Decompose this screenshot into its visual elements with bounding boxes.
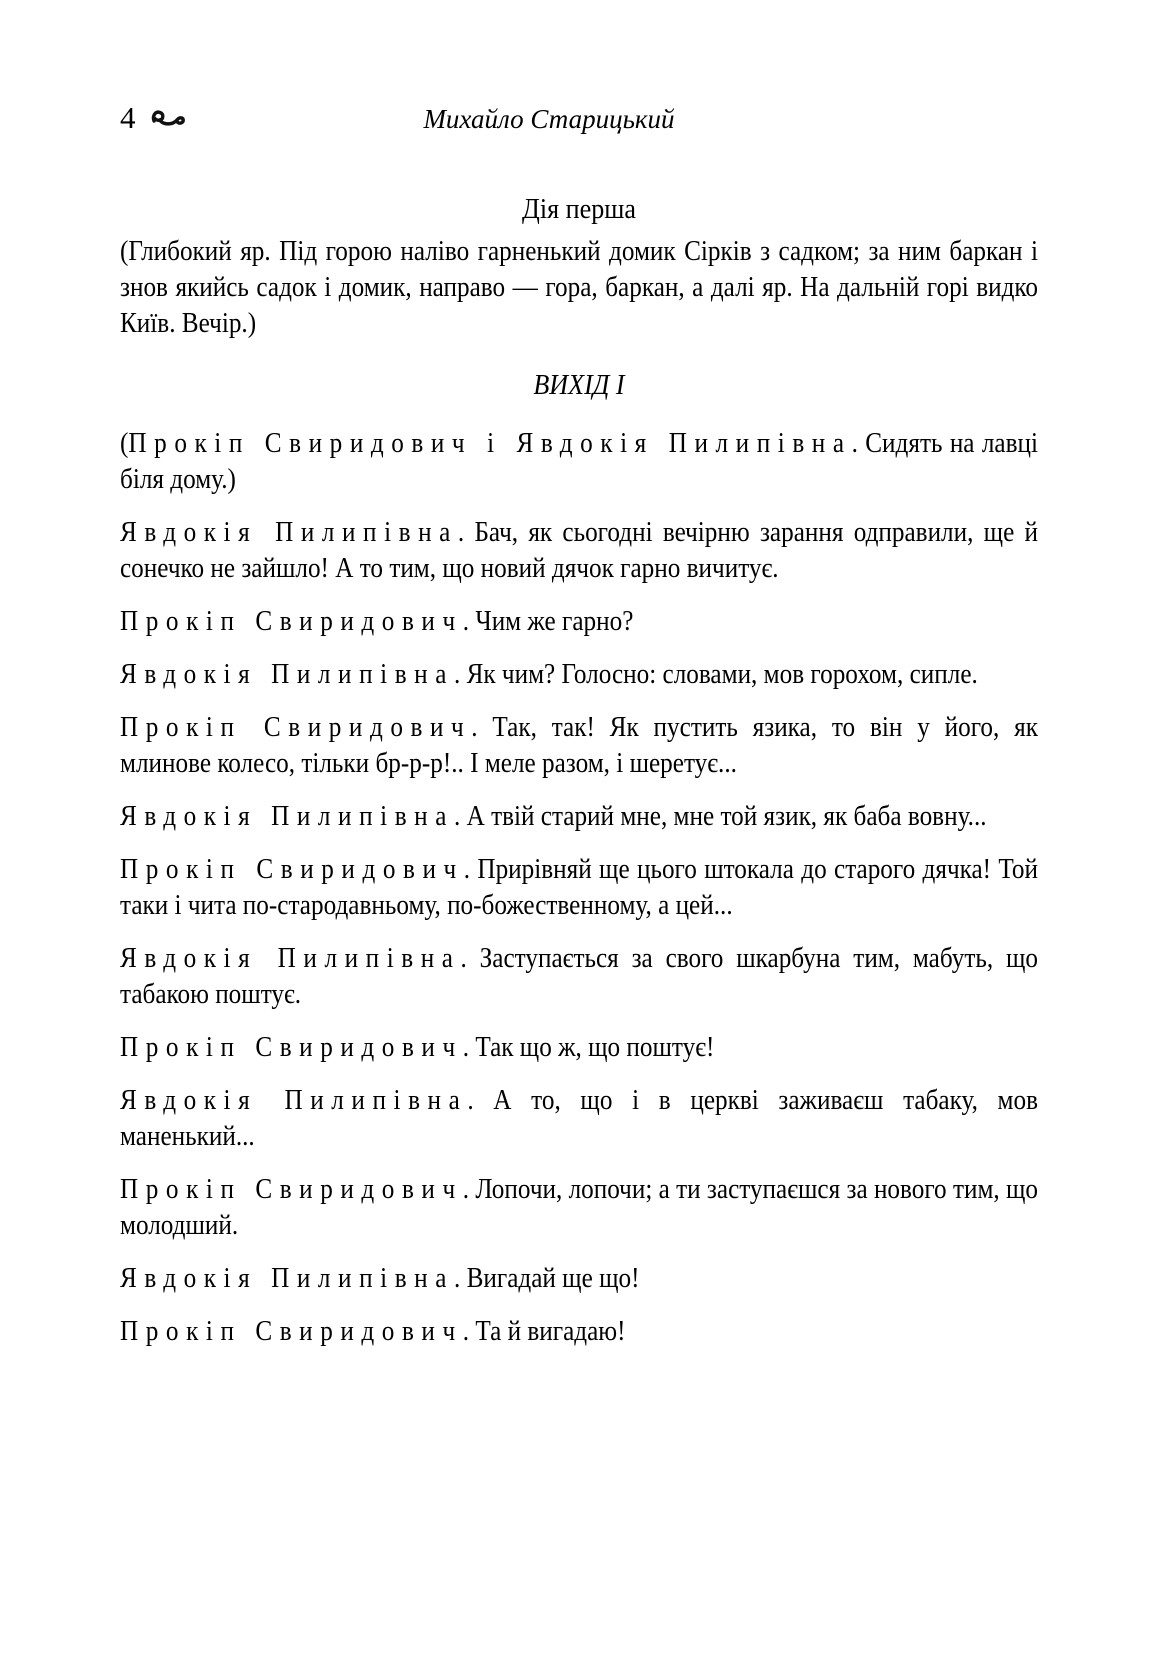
- speech-text: . Так що ж, що поштує!: [462, 1032, 715, 1063]
- speech-text: . Чим же гарно?: [462, 606, 634, 637]
- speaker-name: Прокіп Свиридович: [120, 712, 472, 743]
- speaker-name: Прокіп Свиридович: [120, 606, 463, 637]
- speaker-name: Явдокія Пилипівна: [120, 517, 458, 548]
- page-number: 4: [120, 100, 136, 135]
- scene-stage-direction: [120, 426, 1038, 498]
- scene-title: ВИХІД І: [533, 369, 625, 401]
- text-column: [120, 190, 1038, 1350]
- speaker-name: Явдокія Пилипівна: [120, 659, 454, 690]
- dialogue-paragraph: [120, 1261, 1038, 1297]
- speaker-name: Явдокія Пилипівна: [120, 943, 461, 974]
- act-title: Дія перша: [522, 193, 636, 225]
- dialogue-paragraph: [120, 799, 1038, 835]
- speech-text: . Бач, як сьогодні вечірню зарання одправили, ще й сонечко не зайшло! А то тим, що новий дячок гарно вичитує.: [120, 517, 1038, 584]
- speech-text: . Вигадай ще що!: [453, 1263, 640, 1294]
- dialogue-paragraph: [120, 1083, 1038, 1155]
- speaker-name: Прокіп Свиридович: [120, 1316, 463, 1347]
- speech-text: . Як чим? Голосно: словами, мов горохом, сипле.: [453, 659, 978, 690]
- speech-text: . Заступається за свого шкарбуна тим, мабуть, що табакою поштує.: [120, 943, 1038, 1010]
- speaker-name: Прокіп Свиридович: [120, 1032, 463, 1063]
- dialogue-paragraph: [120, 710, 1038, 782]
- dialogue-paragraph: [120, 1030, 1038, 1066]
- speaker-name: Явдокія Пилипівна: [120, 1263, 454, 1294]
- act-stage-direction: (Глибокий яр. Під горою наліво гарненький домик Сірків з садком; за ним баркан і знов якийсь садок і домик, направо — гора, баркан, а далі яр. На дальній горі видко Київ. Вечір.): [120, 236, 1038, 339]
- dialogue-paragraph: [120, 604, 1038, 640]
- dialogue-paragraph: [120, 852, 1038, 924]
- speech-text: . А твій старий мне, мне той язик, як баба вовну...: [453, 801, 987, 832]
- dialogue-paragraph: [120, 515, 1038, 587]
- paren-open: (: [120, 428, 129, 459]
- running-header: [120, 100, 1038, 142]
- speaker-name: Явдокія Пилипівна: [120, 801, 454, 832]
- speaker-name: Прокіп Свиридович: [120, 854, 464, 885]
- scene-direction-rest: . Сидять на лавці біля дому.): [120, 428, 1038, 495]
- running-title: Михайло Старицький: [423, 104, 675, 134]
- speech-text: . Прирівняй ще цього штокала до старого дячка! Той таки і чита по-стародавньому, по-божественному, а цей...: [120, 854, 1038, 921]
- speech-text: . Так, так! Як пустить язика, то він у його, як млинове колесо, тільки бр-р-р!.. І меле разом, і шеретує...: [120, 712, 1038, 779]
- dialogue-paragraph: [120, 1314, 1038, 1350]
- speech-text: . Та й вигадаю!: [462, 1316, 626, 1347]
- dialogue-paragraph: [120, 657, 1038, 693]
- dialogue-paragraph: [120, 1172, 1038, 1244]
- character-names: Прокіп Свиридович і Явдокія Пилипівна: [128, 428, 852, 459]
- speaker-name: Явдокія Пилипівна: [120, 1085, 468, 1116]
- dialogue-paragraph: [120, 941, 1038, 1013]
- speech-text: . Лопочи, лопочи; а ти заступаєшся за нового тим, що молодший.: [120, 1174, 1039, 1241]
- speaker-name: Прокіп Свиридович: [120, 1174, 463, 1205]
- speech-text: . А то, що і в церкві заживаєш табаку, мов маненький...: [120, 1085, 1038, 1152]
